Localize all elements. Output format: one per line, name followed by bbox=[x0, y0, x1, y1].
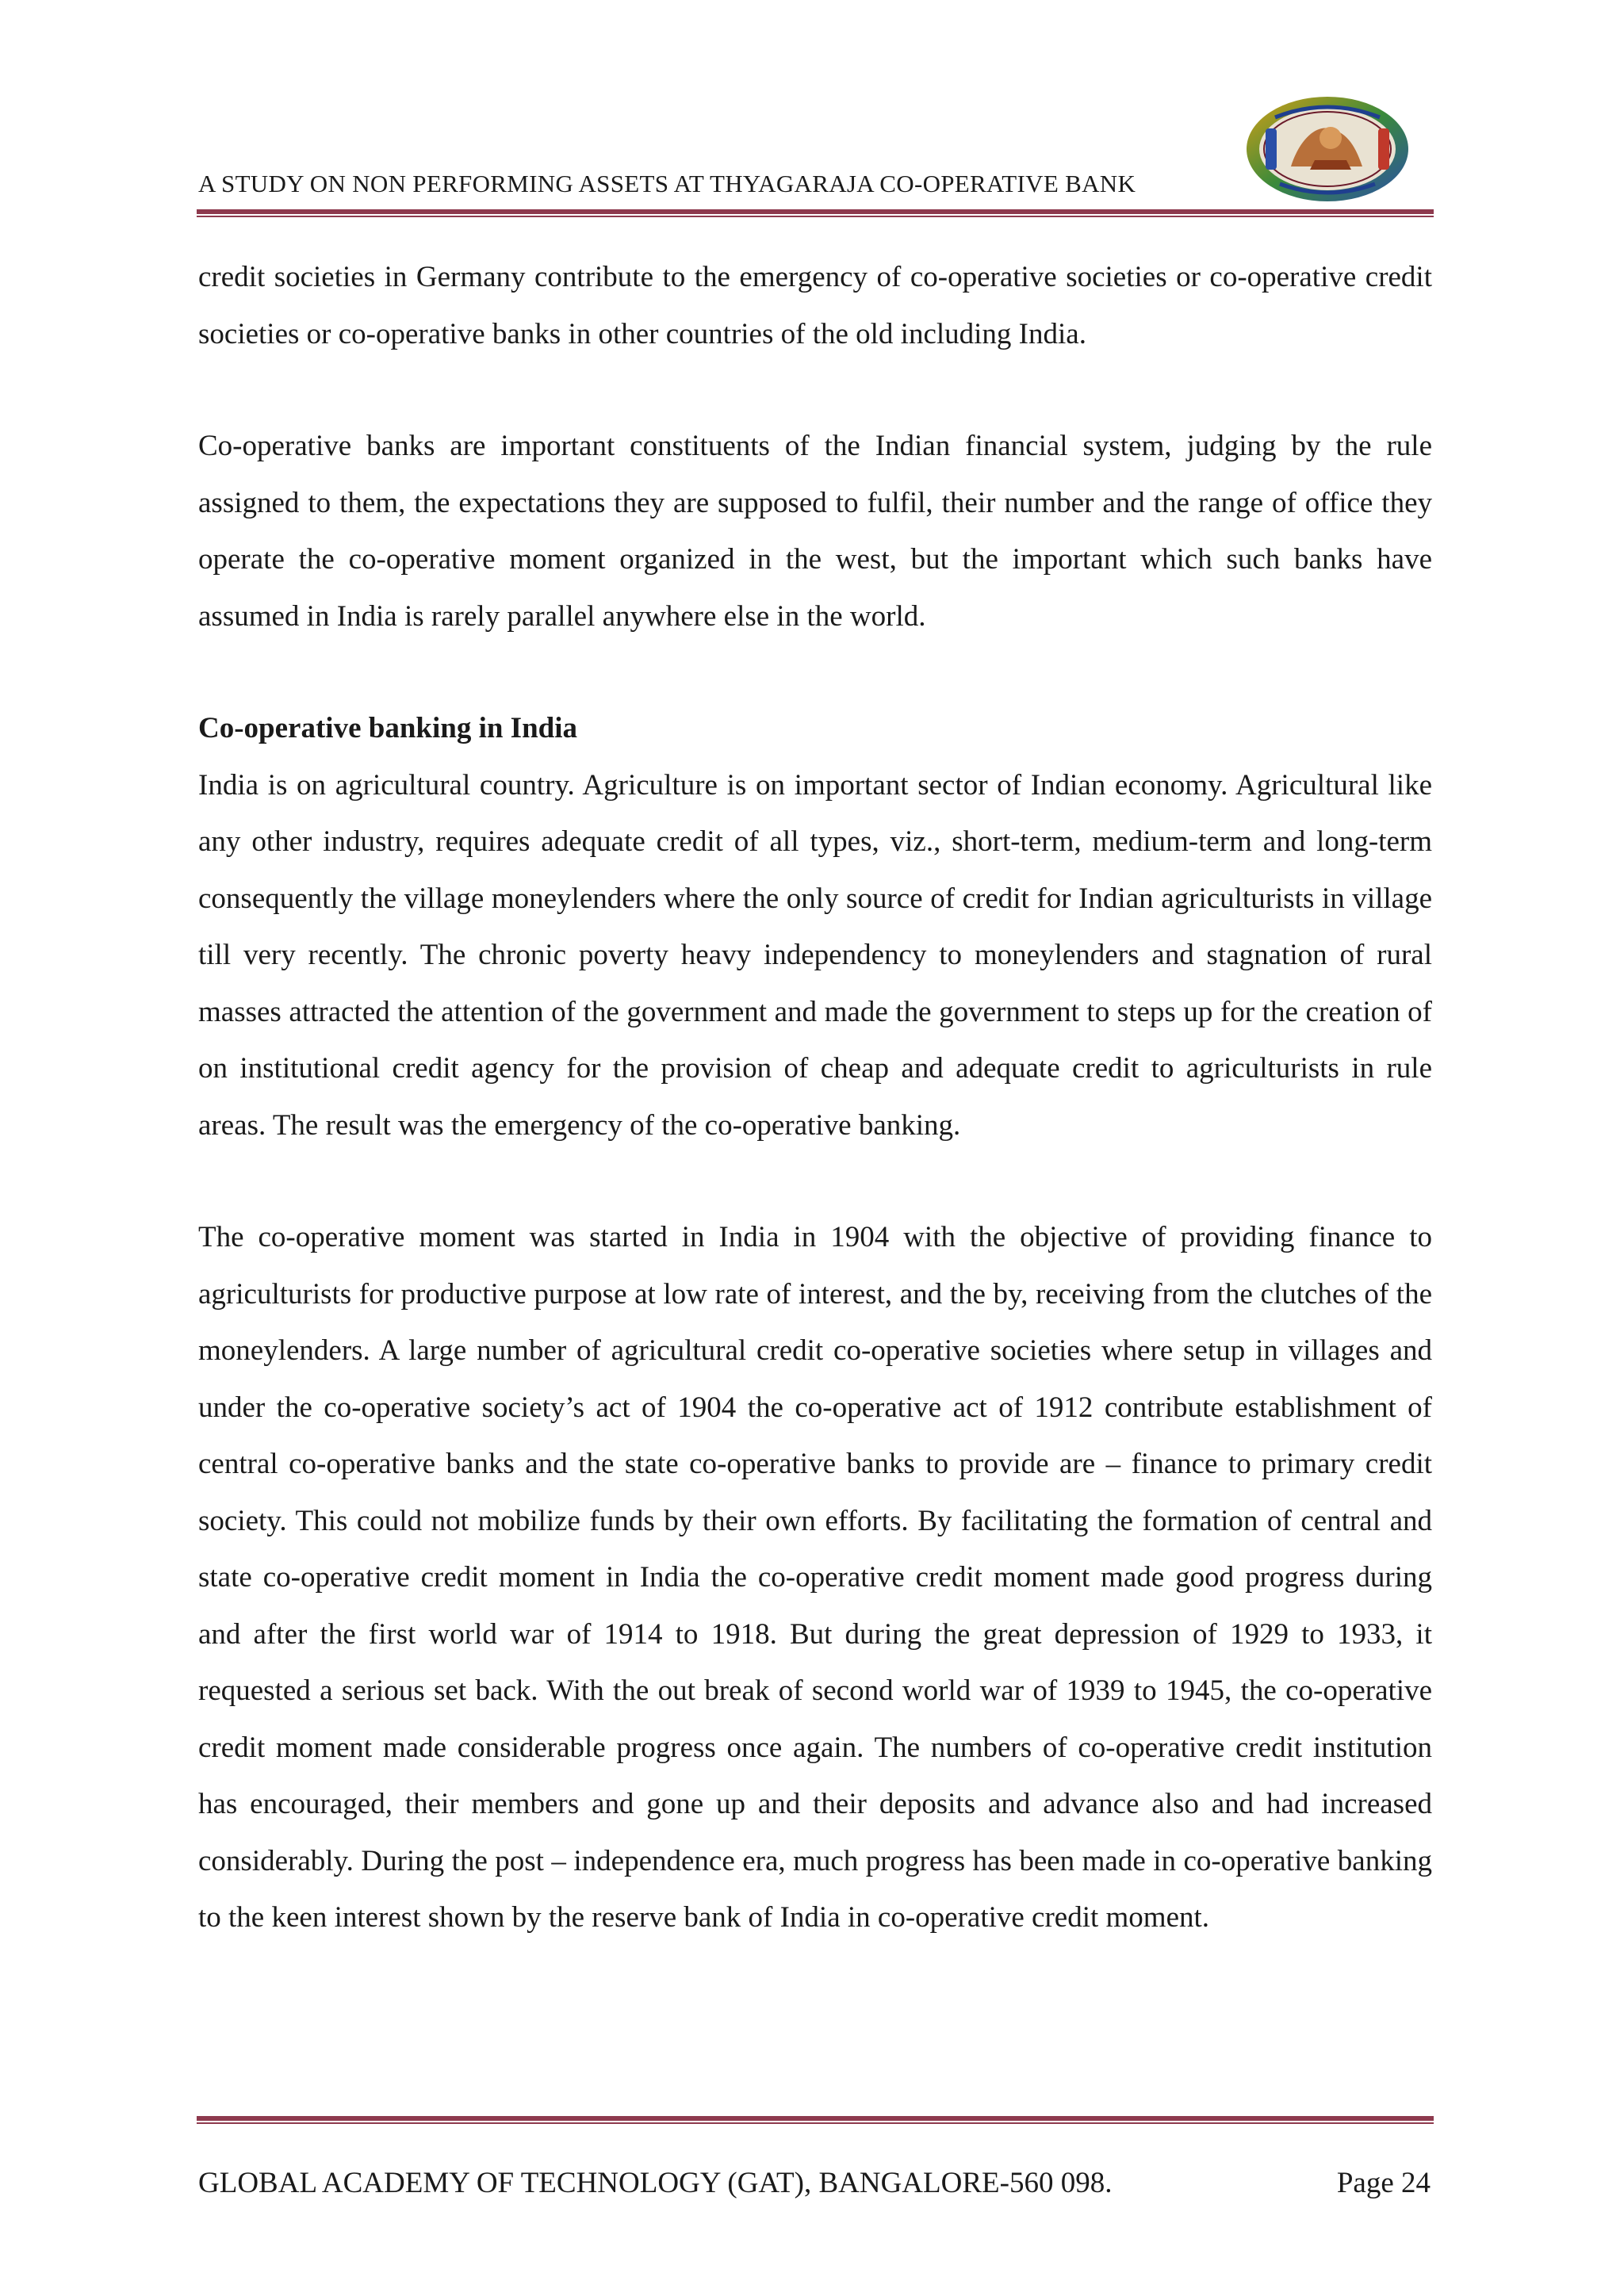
paragraph-gap bbox=[198, 645, 1432, 700]
header-rule-thin bbox=[197, 216, 1434, 217]
paragraph-1: credit societies in Germany contribute to the emergency of co-operative societies or co-operative credit societies or co-operative banks in other countries of the old including India. bbox=[198, 261, 1432, 350]
paragraph-3: India is on agricultural country. Agriculture is on important sector of Indian economy. Agricultural like any other industry, requires adequate credit of all types, viz., short-term, medium-term and long-term consequently the village moneylenders where the only source of credit for Indian agriculturists in village till very recently. The chronic poverty heavy independency to moneylenders and stagnation of rural masses attracted the attention of the government and made the government to steps up for the creation of on institutional credit agency for the provision of cheap and adequate credit to agriculturists in rule areas. The result was the emergency of the co-operative banking. bbox=[198, 768, 1432, 1142]
paragraph-gap bbox=[198, 362, 1432, 418]
header-rule bbox=[197, 209, 1434, 214]
page-number: Page 24 bbox=[1336, 2167, 1431, 2199]
bank-emblem-icon bbox=[1243, 94, 1411, 205]
paragraph-gap bbox=[198, 1154, 1432, 1209]
page-body bbox=[198, 249, 1432, 1946]
header-title: A STUDY ON NON PERFORMING ASSETS AT THYAGARAJA CO-OPERATIVE BANK bbox=[198, 170, 1136, 197]
footer-rule bbox=[197, 2116, 1434, 2121]
section-heading: Co-operative banking in India bbox=[198, 712, 578, 744]
paragraph-2: Co-operative banks are important constituents of the Indian financial system, judging by the rule assigned to them, the expectations they are supposed to fulfil, their number and the range of office they operate the co-operative moment organized in the west, but the important which such banks have assumed in India is rarely parallel anywhere else in the world. bbox=[198, 430, 1432, 633]
footer-institution: GLOBAL ACADEMY OF TECHNOLOGY (GAT), BANGALORE-560 098. bbox=[198, 2167, 1113, 2199]
footer-rule-thin bbox=[197, 2122, 1434, 2124]
paragraph-4: The co-operative moment was started in India in 1904 with the objective of providing finance to agriculturists for productive purpose at low rate of interest, and the by, receiving from the clutches of the moneylenders. A large number of agricultural credit co-operative societies where setup in villages and under the co-operative society’s act of 1904 the co-operative act of 1912 contribute establishment of central co-operative banks and the state co-operative banks to provide are – finance to primary credit society. This could not mobilize funds by their own efforts. By facilitating the formation of central and state co-operative credit moment in India the co-operative credit moment made good progress during and after the first world war of 1914 to 1918. But during the great depression of 1929 to 1933, it requested a serious set back. With the out break of second world war of 1939 to 1945, the co-operative credit moment made considerable progress once again. The numbers of co-operative credit institution has encouraged, their members and gone up and their deposits and advance also and had increased considerably. During the post – independence era, much progress has been made in co-operative banking to the keen interest shown by the reserve bank of India in co-operative credit moment. bbox=[198, 1221, 1432, 1934]
